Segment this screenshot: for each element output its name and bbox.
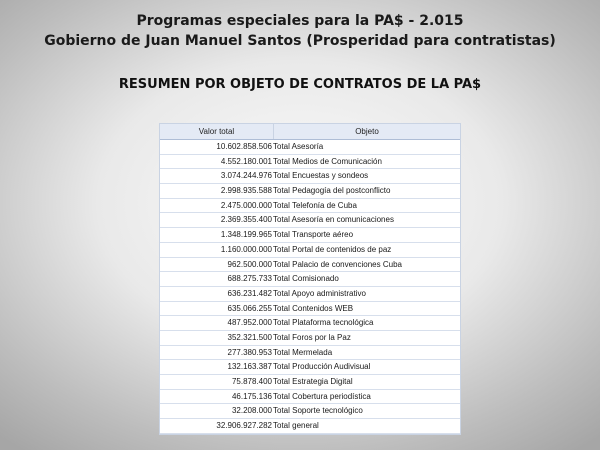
section-title: RESUMEN POR OBJETO DE CONTRATOS DE LA PA$ [118, 77, 482, 92]
cell-object: Total Producción Audivisual [273, 362, 371, 372]
table-row [160, 302, 460, 317]
cell-value: 2.998.935.588 [220, 186, 272, 196]
cell-value: 636.231.482 [227, 288, 272, 298]
page-title-secondary: Gobierno de Juan Manuel Santos (Prosperidad para contratistas) [44, 33, 556, 49]
cell-object: Total Foros por la Paz [273, 332, 351, 342]
table-row [160, 360, 460, 375]
cell-value: 4.552.180.001 [220, 156, 272, 166]
table-row [160, 169, 460, 184]
cell-value: 132.163.387 [227, 362, 272, 372]
cell-object: Total Palacio de convenciones Cuba [273, 259, 402, 269]
cell-value: 277.380.953 [227, 347, 272, 357]
table-body [160, 140, 460, 434]
table-row [160, 213, 460, 228]
cell-object: Total Transporte aéreo [273, 230, 354, 240]
contracts-summary-table [159, 123, 461, 435]
cell-object: Total Soporte tecnológico [273, 406, 363, 416]
table-row [160, 390, 460, 405]
table-row [160, 419, 460, 434]
table-row [160, 228, 460, 243]
table-row [160, 184, 460, 199]
cell-object: Total general [273, 421, 319, 431]
cell-value: 46.175.136 [231, 391, 272, 401]
cell-object: Total Medios de Comunicación [273, 156, 382, 166]
cell-value: 962.500.000 [227, 259, 272, 269]
cell-object: Total Encuestas y sondeos [273, 171, 369, 181]
cell-object: Total Contenidos WEB [273, 303, 354, 313]
page-title: Programas especiales para la PA$ - 2.015 [136, 13, 464, 29]
cell-object: Total Telefonía de Cuba [273, 200, 357, 210]
cell-value: 2.475.000.000 [220, 200, 272, 210]
cell-value: 32.208.000 [231, 406, 272, 416]
cell-value: 487.952.000 [227, 318, 272, 328]
table-row [160, 243, 460, 258]
cell-object: Total Comisionado [273, 274, 339, 284]
table-row [160, 258, 460, 273]
cell-object: Total Asesoría [273, 142, 324, 151]
cell-object: Total Asesoría en comunicaciones [273, 215, 394, 225]
cell-object: Total Estrategia Digital [273, 377, 353, 386]
table-row [160, 375, 460, 390]
cell-object: Total Plataforma tecnológica [273, 318, 374, 328]
table-row [160, 287, 460, 302]
cell-value: 10.602.858.506 [216, 142, 272, 151]
cell-value: 635.066.255 [227, 303, 272, 313]
cell-value: 1.160.000.000 [220, 244, 272, 254]
cell-object: Total Apoyo administrativo [273, 288, 366, 298]
cell-object: Total Cobertura periodística [273, 391, 371, 401]
table-row [160, 346, 460, 361]
table-row [160, 155, 460, 170]
table-row [160, 316, 460, 331]
cell-value: 688.275.733 [227, 274, 272, 284]
cell-value: 32.906.927.282 [216, 421, 272, 431]
column-header-value: Valor total [160, 124, 274, 139]
table-row [160, 199, 460, 214]
cell-value: 75.878.400 [231, 377, 272, 386]
cell-object: Total Pedagogía del postconflicto [273, 186, 391, 196]
table-row [160, 272, 460, 287]
table-row [160, 140, 460, 155]
table-row [160, 331, 460, 346]
cell-value: 2.369.355.400 [220, 215, 272, 225]
cell-value: 352.321.500 [227, 332, 272, 342]
table-header [160, 124, 460, 140]
cell-object: Total Portal de contenidos de paz [273, 244, 392, 254]
cell-value: 3.074.244.976 [220, 171, 272, 181]
cell-value: 1.348.199.965 [220, 230, 272, 240]
column-header-object: Objeto [355, 127, 379, 136]
table-row [160, 404, 460, 419]
cell-object: Total Mermelada [273, 347, 333, 357]
